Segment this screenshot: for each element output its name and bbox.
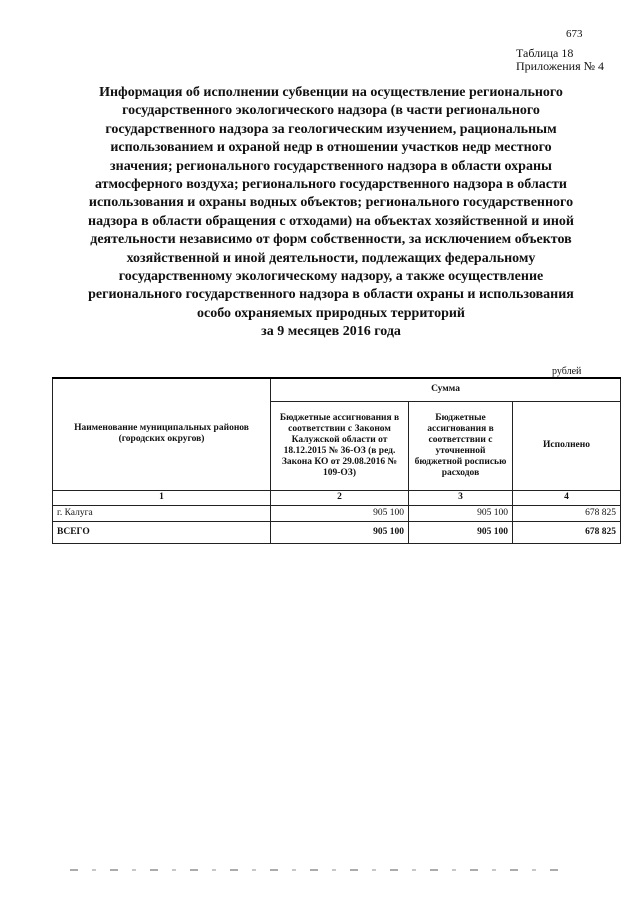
column-number: 1 [53,490,271,505]
column-number: 2 [271,490,409,505]
table-reference-line1: Таблица 18 [516,46,574,60]
title-line: государственному экологическому надзору, а также осуществление [118,269,544,285]
header-sum: Сумма [271,378,621,401]
total-budget-law: 905 100 [271,521,409,543]
title-line: особо охраняемых природных территорий [196,305,465,321]
title-line: государственного надзора за геологическим изучением, рациональным [105,121,557,137]
budget-schedule-value: 905 100 [409,505,513,521]
title-line: надзора в области обращения с отходами) на объектах хозяйственной и иной [88,213,574,229]
title-line: атмосферного воздуха; регионального государственного надзора в области [95,177,567,193]
column-number-row [53,490,621,505]
total-row [53,521,621,543]
title-line: регионального государственного надзора в области охраны и использования [88,287,574,303]
column-number: 4 [513,490,621,505]
header-budget-law: Бюджетные ассигнования в соответствии с Законом Калужской области от 18.12.2015 № 36-ОЗ (в ред. Закона КО от 29.08.2016 № 109-ОЗ) [271,401,409,490]
units-label: рублей [552,366,582,377]
table-reference-line2: Приложения № 4 [516,59,605,73]
title-line: использования и охраны водных объектов; регионального государственного [88,195,574,211]
title-line: использованием и охраной недр в отношении участков недр местного [110,140,552,156]
municipality-name: г. Калуга [53,505,271,521]
header-budget-schedule: Бюджетные ассигнования в соответствии с уточненной бюджетной росписью расходов [409,401,513,490]
header-executed: Исполнено [513,401,621,490]
table-row [53,505,621,521]
column-number: 3 [409,490,513,505]
page-number: 673 [566,28,583,40]
table-header-row [53,378,621,401]
total-label: ВСЕГО [53,521,271,543]
scan-artifact [70,869,570,871]
executed-value: 678 825 [513,505,621,521]
title-line: значения; регионального государственного надзора в области охраны [110,158,552,174]
budget-law-value: 905 100 [271,505,409,521]
total-executed: 678 825 [513,521,621,543]
title-line: деятельности независимо от форм собственности, за исключением объектов [90,232,572,248]
total-budget-schedule: 905 100 [409,521,513,543]
title-line: хозяйственной и иной деятельности, подлежащих федеральному [126,250,536,266]
header-municipality: Наименование муниципальных районов (городских округов) [53,378,271,490]
subvention-table [52,377,621,544]
title-line: государственного экологического надзора (в части регионального [122,103,540,119]
title-line: Информация об исполнении субвенции на осуществление регионального [99,85,563,100]
table-reference [516,47,604,73]
document-title [46,84,616,342]
title-line: за 9 месяцев 2016 года [261,324,401,340]
